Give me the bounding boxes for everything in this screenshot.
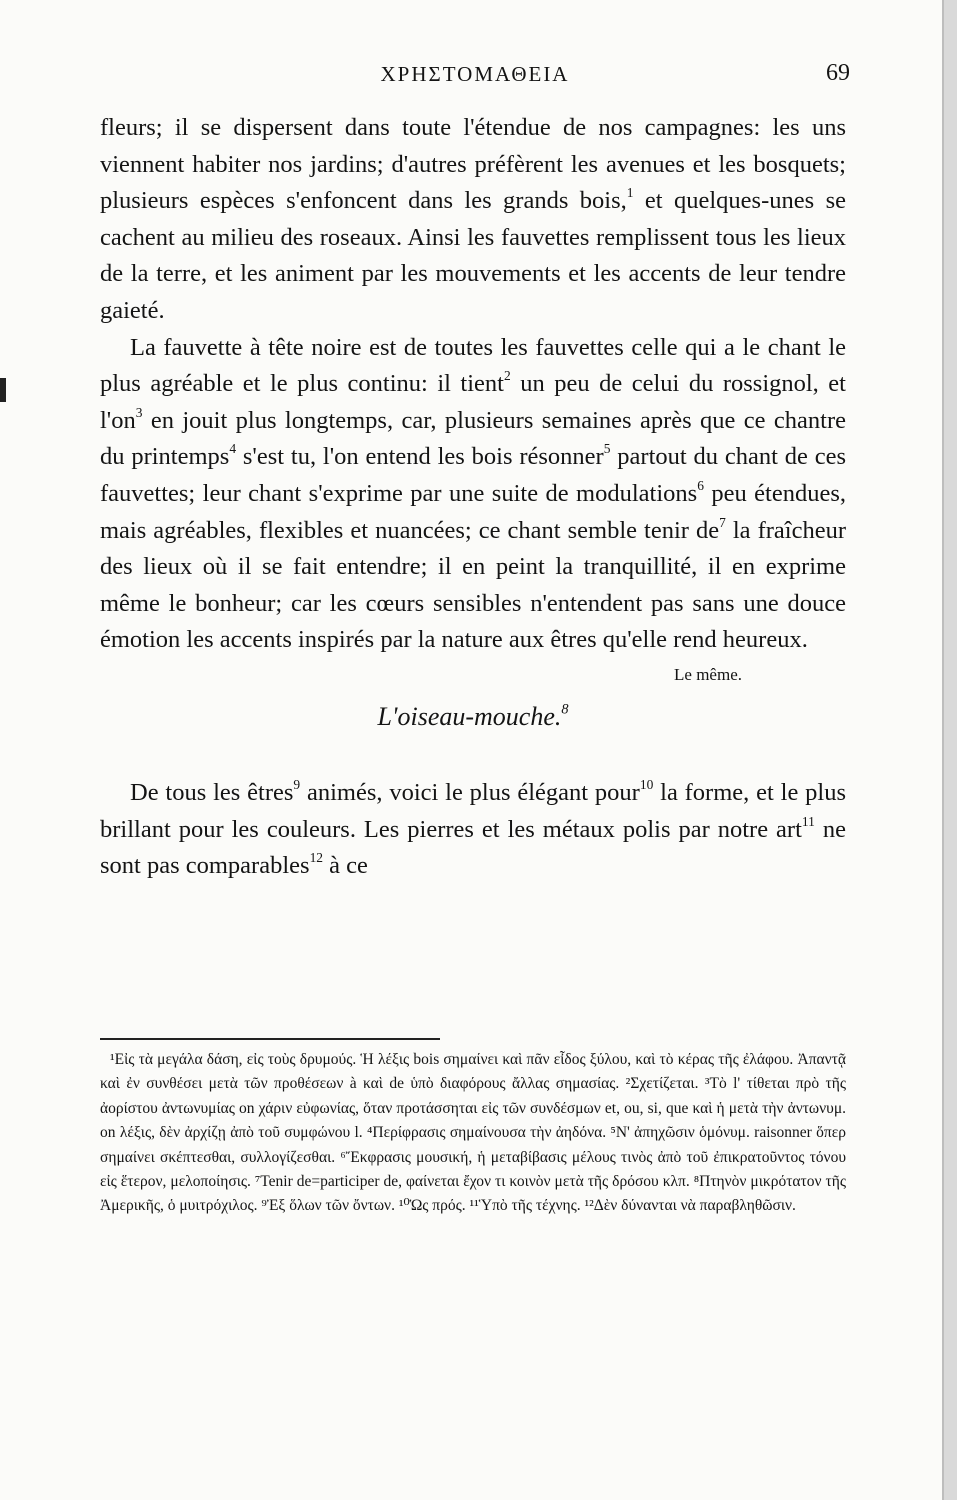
author-signature: Le même. [674, 664, 742, 684]
text-run: en jouit plus longtemps, car, plusieurs semaines après que ce chantre du printemps [100, 406, 846, 471]
footnote-ref: 1 [626, 185, 634, 201]
text-run: ne sont pas comparables [100, 815, 846, 880]
footnote-ref: 2 [503, 368, 511, 384]
text-run: fleurs; il se dispersent dans toute l'étendue de nos campagnes: les uns viennent habiter nos jardins; d'autres préfèrent les avenues et les bosquets; plusieurs espèces s'enfoncent dans les grands bois, [100, 114, 846, 215]
text-run: La fauvette à tête noire est de toutes les fauvettes celle qui a le chant le plus agréable et le plus continu: il tient [100, 333, 846, 398]
page-body [100, 110, 846, 885]
paragraph-fauvette-tete-noire [100, 330, 846, 659]
footnote-rule [100, 1038, 440, 1040]
footnote-ref: 7 [719, 514, 726, 530]
footnote-ref: 4 [229, 441, 237, 457]
footnote-ref: 6 [697, 478, 704, 494]
footnote-ref: 11 [801, 813, 815, 829]
footnotes-text: ¹Εἰς τὰ μεγάλα δάση, εἰς τοὺς δρυμούς. Ἡ λέξις bois σημαίνει καὶ πᾶν εἶδος ξύλου, καὶ τὸ κέρας τῆς ἐλάφου. Ἀπαντᾷ καὶ ἐν συνθέσει μετὰ τῶν προθέσεων à καὶ de ὑπὸ διαφόρους ἄλλας σημασίας. ²Σχετίζεται. ³Τὸ l' τίθεται πρὸ τῆς ἀορίστου ἀντωνυμίας on χάριν εὐφωνίας, ὅταν προτάσσηται εἰς τῶν συνδέσμων et, ou, si, que καὶ ἡ μετὰ τὴν ἀντωνυμ. on λέξις, δὲν ἀρχίζῃ ἀπὸ τοῦ συμφώνου l. ⁴Περίφρασις σημαίνουσα τὴν ἀηδόνα. ⁵Ν' ἀπηχῶσιν ὁμόνυμ. raisonner ὅπερ σημαίνει σκέπτεσθαι, συλλογίζεσθαι. ⁶Ἔκφρασις μουσική, ἡ μεταβίβασις μέλους τινὸς ἀπὸ τοῦ ἐπικρατοῦντος τόνου εἰς ἕτερον, μελοποίησις. ⁷Tenir de=participer de, φαίνεται ἔχον τι κοινὸν μετὰ τῆς δρόσου κλπ. ⁸Πτηνὸν μικρότατον τῆς Ἀμερικῆς, ὁ μυιτρόχιλος. ⁹Ἐξ ὅλων τῶν ὄντων. ¹⁰Ὡς πρός. ¹¹Ὑπὸ τῆς τέχνης. ¹²Δὲν δύνανται νὰ παραβληθῶσιν. [100, 1051, 846, 1215]
text-run: De tous les êtres [130, 778, 294, 806]
paragraph-fauvettes-end [100, 110, 846, 330]
text-run: la forme, et le plus brillant pour les couleurs. Les pierres et les métaux polis par notre art [100, 778, 846, 843]
section-title-text: L'oiseau-mouche. [377, 701, 562, 731]
text-run: et quelques-unes se cachent au milieu des roseaux. Ainsi les fauvettes remplissent tous les lieux de la terre, et les animent par les mouvements et les accents de leur tendre gaieté. [100, 187, 846, 324]
footnote-ref: 10 [639, 777, 654, 793]
footnote-ref: 5 [603, 441, 611, 457]
footnote-ref: 12 [309, 850, 324, 866]
footnote-ref: 9 [293, 777, 301, 793]
section-title [100, 697, 846, 737]
text-run: peu étendues, mais agréables, flexibles et nuancées; ce chant semble tenir de [100, 479, 847, 544]
paragraph-oiseau-mouche [100, 775, 846, 885]
page-header [100, 62, 850, 92]
text-run: partout du chant de ces fauvettes; leur chant s'exprime par une suite de modulations [100, 443, 847, 507]
running-title: ΧΡΗΣΤΟΜΑΘΕΙΑ [380, 62, 570, 86]
footnotes [100, 1048, 846, 1219]
text-run: à ce [323, 852, 368, 880]
footnote-ref: 8 [561, 701, 569, 718]
page-number: 69 [826, 60, 850, 86]
footnote-ref: 3 [135, 404, 143, 420]
text-run: la fraîcheur des lieux où il se fait entendre; il en peint la tranquillité, il en exprime même le bonheur; car les cœurs sensibles n'entendent pas sans une douce émotion les accents inspirés par la nature aux êtres qu'elle rend heureux. [100, 516, 846, 654]
binding-edge-mark [0, 378, 6, 402]
text-run: un peu de celui du rossignol, et l'on [100, 370, 846, 434]
text-run: animés, voici le plus élégant pour [300, 778, 640, 806]
text-run: s'est tu, l'on entend les bois résonner [236, 443, 604, 471]
